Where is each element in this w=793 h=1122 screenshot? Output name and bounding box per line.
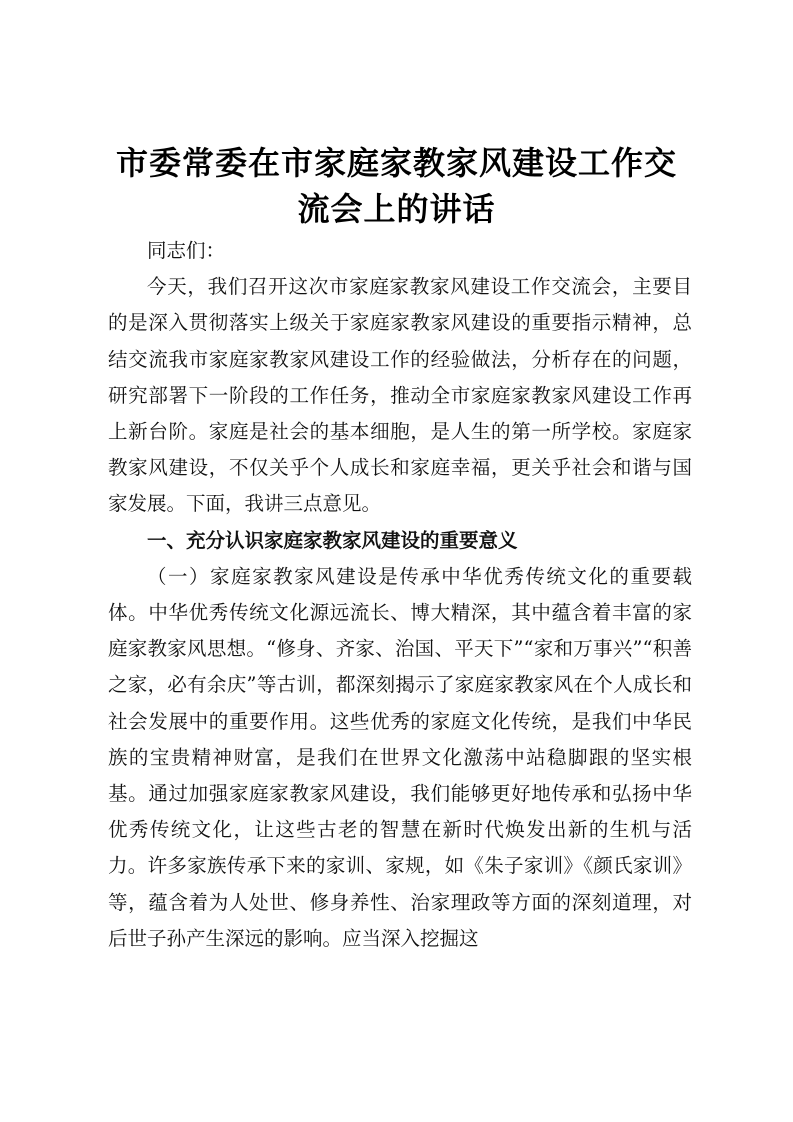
document-body xyxy=(108,233,692,957)
intro-paragraph: 今天，我们召开这次市家庭家教家风建设工作交流会，主要目的是深入贯彻落实上级关于家庭家教家风建设的重要指示精神，总结交流我市家庭家教家风建设工作的经验做法，分析存在的问题，研究部署下一阶段的工作任务，推动全市家庭家教家风建设工作再上新台阶。家庭是社会的基本细胞，是人生的第一所学校。家庭家教家风建设，不仅关乎个人成长和家庭幸福，更关乎社会和谐与国家发展。下面，我讲三点意见。 xyxy=(108,275,692,516)
subsection-paragraph-1: （一）家庭家教家风建设是传承中华优秀传统文化的重要载体。中华优秀传统文化源远流长、博大精深，其中蕴含着丰富的家庭家教家风思想。“修身、齐家、治国、平天下”“家和万事兴”“积善之家，必有余庆”等古训，都深刻揭示了家庭家教家风在个人成长和社会发展中的重要作用。这些优秀的家庭文化传统，是我们中华民族的宝贵精神财富，是我们在世界文化激荡中站稳脚跟的坚实根基。通过加强家庭家教家风建设，我们能够更好地传承和弘扬中华优秀传统文化，让这些古老的智慧在新时代焕发出新的生机与活力。许多家族传承下来的家训、家规，如《朱子家训》《颜氏家训》等，蕴含着为人处世、修身养性、治家理政等方面的深刻道理，对后世子孙产生深远的影响。应当深入挖掘这 xyxy=(108,564,692,950)
section-heading-1: 一、充分认识家庭家教家风建设的重要意义 xyxy=(147,528,518,552)
document-title: 市委常委在市家庭家教家风建设工作交流会上的讲话 xyxy=(115,144,677,228)
salutation: 同志们： xyxy=(147,239,226,262)
